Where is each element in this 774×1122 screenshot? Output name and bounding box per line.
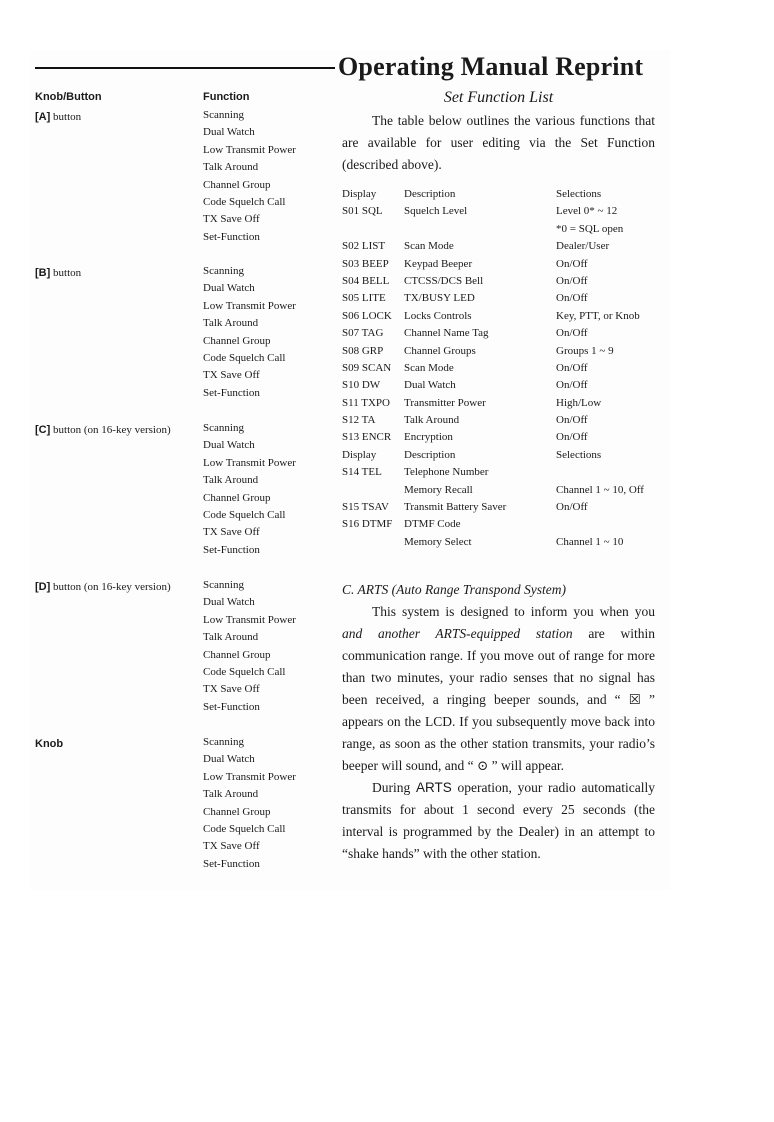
table-row	[342, 345, 650, 362]
arts-paragraph-2	[342, 777, 655, 865]
description-cell: DTMF Code	[404, 518, 461, 531]
page-title: Operating Manual Reprint	[338, 52, 644, 81]
table-row	[342, 414, 650, 431]
button-label-rest: button (on 16-key version)	[50, 424, 171, 436]
arts-paragraph-1	[342, 601, 655, 777]
table-row	[342, 310, 650, 327]
selections-cell: Channel 1 ~ 10	[556, 535, 624, 548]
function-item: Dual Watch	[203, 596, 255, 609]
selections-cell: On/Off	[556, 501, 588, 514]
description-cell: Memory Select	[404, 535, 472, 548]
button-key: [D]	[35, 581, 51, 593]
description-cell: Description	[404, 448, 456, 461]
function-item: Low Transmit Power	[203, 770, 296, 783]
display-cell: S07 TAG	[342, 327, 384, 340]
display-cell: S13 ENCR	[342, 431, 392, 444]
function-list	[203, 107, 296, 246]
display-cell: S04 BELL	[342, 274, 390, 287]
table-row	[342, 223, 650, 240]
display-cell: S16 DTMF	[342, 518, 393, 531]
function-item: Code Squelch Call	[203, 823, 286, 836]
button-label	[35, 580, 197, 594]
arts-term: ARTS	[415, 780, 452, 796]
selections-cell: On/Off	[556, 292, 588, 305]
button-label	[35, 737, 197, 751]
function-item: Dual Watch	[203, 282, 255, 295]
function-item: Talk Around	[203, 474, 259, 487]
description-cell: Scan Mode	[404, 240, 454, 253]
table-row	[342, 327, 650, 344]
function-item: Dual Watch	[203, 439, 255, 452]
display-cell: S06 LOCK	[342, 309, 392, 322]
function-item: Set-Function	[203, 230, 260, 243]
function-item: Set-Function	[203, 386, 260, 399]
button-label-rest: button (on 16-key version)	[50, 581, 171, 593]
function-item: TX Save Off	[203, 526, 260, 539]
table-row	[342, 431, 650, 448]
knob-button-header: Knob/Button	[35, 91, 102, 103]
display-cell: S12 TA	[342, 414, 376, 427]
selections-cell: On/Off	[556, 431, 588, 444]
function-item: Low Transmit Power	[203, 613, 296, 626]
selections-cell: On/Off	[556, 414, 588, 427]
selections-cell: Selections	[556, 448, 602, 461]
function-item: Set-Function	[203, 857, 260, 870]
function-list	[203, 263, 296, 402]
table-row	[342, 466, 650, 483]
display-cell: S14 TEL	[342, 466, 382, 479]
button-label	[35, 423, 197, 437]
display-cell: S03 BEEP	[342, 257, 389, 270]
function-item: TX Save Off	[203, 840, 260, 853]
table-row	[342, 362, 650, 379]
description-cell: Description	[404, 188, 456, 200]
table-row	[342, 501, 650, 518]
table-row	[342, 240, 650, 257]
display-cell: S10 DW	[342, 379, 381, 392]
function-item: Code Squelch Call	[203, 509, 286, 522]
description-cell: Talk Around	[404, 414, 460, 427]
table-row	[342, 449, 650, 466]
display-cell	[342, 223, 404, 240]
table-row	[342, 379, 650, 396]
selections-cell: Groups 1 ~ 9	[556, 344, 614, 357]
description-cell: Squelch Level	[404, 205, 468, 218]
description-cell: CTCSS/DCS Bell	[404, 274, 484, 287]
selections-cell: Selections	[556, 188, 602, 200]
description-cell: Telephone Number	[404, 466, 489, 479]
function-list	[203, 734, 296, 873]
right-column	[342, 87, 655, 865]
table-row	[342, 397, 650, 414]
function-item: Channel Group	[203, 491, 271, 504]
selections-cell: On/Off	[556, 327, 588, 340]
emphasis-text: and another ARTS-equipped station	[342, 626, 573, 642]
function-item: Talk Around	[203, 631, 259, 644]
selections-cell: Dealer/User	[556, 240, 610, 253]
function-item: Dual Watch	[203, 753, 255, 766]
display-cell: S09 SCAN	[342, 361, 392, 374]
button-key: Knob	[35, 738, 64, 750]
button-label-rest: button	[50, 111, 82, 123]
function-item: Channel Group	[203, 334, 271, 347]
description-cell: Transmit Battery Saver	[404, 501, 507, 514]
function-item: Dual Watch	[203, 126, 255, 139]
function-item: Scanning	[203, 736, 244, 748]
display-cell: S08 GRP	[342, 344, 384, 357]
button-label	[35, 110, 197, 124]
text: During	[372, 780, 416, 796]
table-row	[342, 292, 650, 309]
table-row	[342, 275, 650, 292]
function-item: Channel Group	[203, 178, 271, 191]
button-label	[35, 266, 197, 280]
arts-heading: C. ARTS (Auto Range Transpond System)	[342, 582, 566, 598]
display-cell: S11 TXPO	[342, 396, 390, 409]
description-cell: Locks Controls	[404, 309, 472, 322]
function-item: Scanning	[203, 579, 244, 591]
button-key: [A]	[35, 111, 51, 123]
button-key: [B]	[35, 267, 51, 279]
function-item: Talk Around	[203, 161, 259, 174]
selections-cell	[556, 518, 650, 535]
set-function-table	[342, 188, 650, 553]
function-header: Function	[203, 91, 250, 103]
description-cell	[404, 223, 556, 240]
selections-cell: On/Off	[556, 257, 588, 270]
function-item: Talk Around	[203, 317, 259, 330]
table-row	[342, 536, 650, 553]
button-label-rest: button	[50, 267, 82, 279]
description-cell: Memory Recall	[404, 483, 473, 496]
intro-paragraph: The table below outlines the various functions that are available for user editing via the Set Function (described above).	[342, 113, 655, 172]
button-key: [C]	[35, 424, 51, 436]
function-item: Code Squelch Call	[203, 666, 286, 679]
selections-cell	[556, 466, 650, 483]
text: This system is designed to inform you when you	[372, 604, 655, 620]
display-cell: S05 LITE	[342, 292, 386, 305]
selections-cell: On/Off	[556, 379, 588, 392]
display-cell: Display	[342, 448, 377, 461]
table-row	[342, 258, 650, 275]
selections-cell: *0 = SQL open	[556, 222, 624, 235]
description-cell: TX/BUSY LED	[404, 292, 475, 305]
function-item: Scanning	[203, 422, 244, 434]
description-cell: Dual Watch	[404, 379, 456, 392]
selections-cell: On/Off	[556, 361, 588, 374]
function-item: Code Squelch Call	[203, 352, 286, 365]
display-cell	[342, 536, 404, 553]
display-cell: S02 LIST	[342, 240, 386, 253]
display-cell: S01 SQL	[342, 205, 383, 218]
description-cell: Scan Mode	[404, 361, 454, 374]
function-item: Low Transmit Power	[203, 456, 296, 469]
display-cell: S15 TSAV	[342, 501, 389, 514]
text: operation, your radio automatically transmits for about 1 second every 25 seconds (the interval is programmed by the Dealer) in an attempt to “shake hands” with the other station.	[342, 780, 655, 862]
function-item: Channel Group	[203, 648, 271, 661]
description-cell: Encryption	[404, 431, 453, 444]
description-cell: Transmitter Power	[404, 396, 486, 409]
display-cell	[342, 484, 404, 501]
selections-cell: On/Off	[556, 274, 588, 287]
function-item: Low Transmit Power	[203, 143, 296, 156]
selections-cell: Channel 1 ~ 10, Off	[556, 483, 644, 496]
function-item: TX Save Off	[203, 369, 260, 382]
function-item: Code Squelch Call	[203, 196, 286, 209]
function-list	[203, 577, 296, 716]
table-row	[342, 188, 650, 205]
function-item: TX Save Off	[203, 213, 260, 226]
table-row	[342, 205, 650, 222]
table-row	[342, 518, 650, 535]
table-row	[342, 484, 650, 501]
function-item: Talk Around	[203, 788, 259, 801]
selections-cell: Key, PTT, or Knob	[556, 309, 640, 322]
selections-cell: High/Low	[556, 396, 602, 409]
function-item: Set-Function	[203, 543, 260, 556]
function-item: TX Save Off	[203, 683, 260, 696]
function-item: Channel Group	[203, 805, 271, 818]
description-cell: Channel Name Tag	[404, 327, 489, 340]
header-rule	[35, 67, 335, 69]
function-list	[203, 420, 296, 559]
section-subtitle: Set Function List	[443, 89, 554, 106]
display-cell: Display	[342, 188, 377, 200]
text: are within communication range. If you move out of range for more than two minutes, your radio senses that no signal has been received, a ringing beeper sounds, and “ ☒ ” appears on the LCD. If you subsequently move back into range, as soon as the other station transmits, your radio’s beeper will sound, and “ ⊙ ” will appear.	[342, 626, 655, 774]
function-item: Scanning	[203, 109, 244, 121]
description-cell: Keypad Beeper	[404, 257, 473, 270]
description-cell: Channel Groups	[404, 344, 476, 357]
function-item: Set-Function	[203, 700, 260, 713]
function-item: Low Transmit Power	[203, 299, 296, 312]
function-item: Scanning	[203, 265, 244, 277]
selections-cell: Level 0* ~ 12	[556, 205, 618, 218]
